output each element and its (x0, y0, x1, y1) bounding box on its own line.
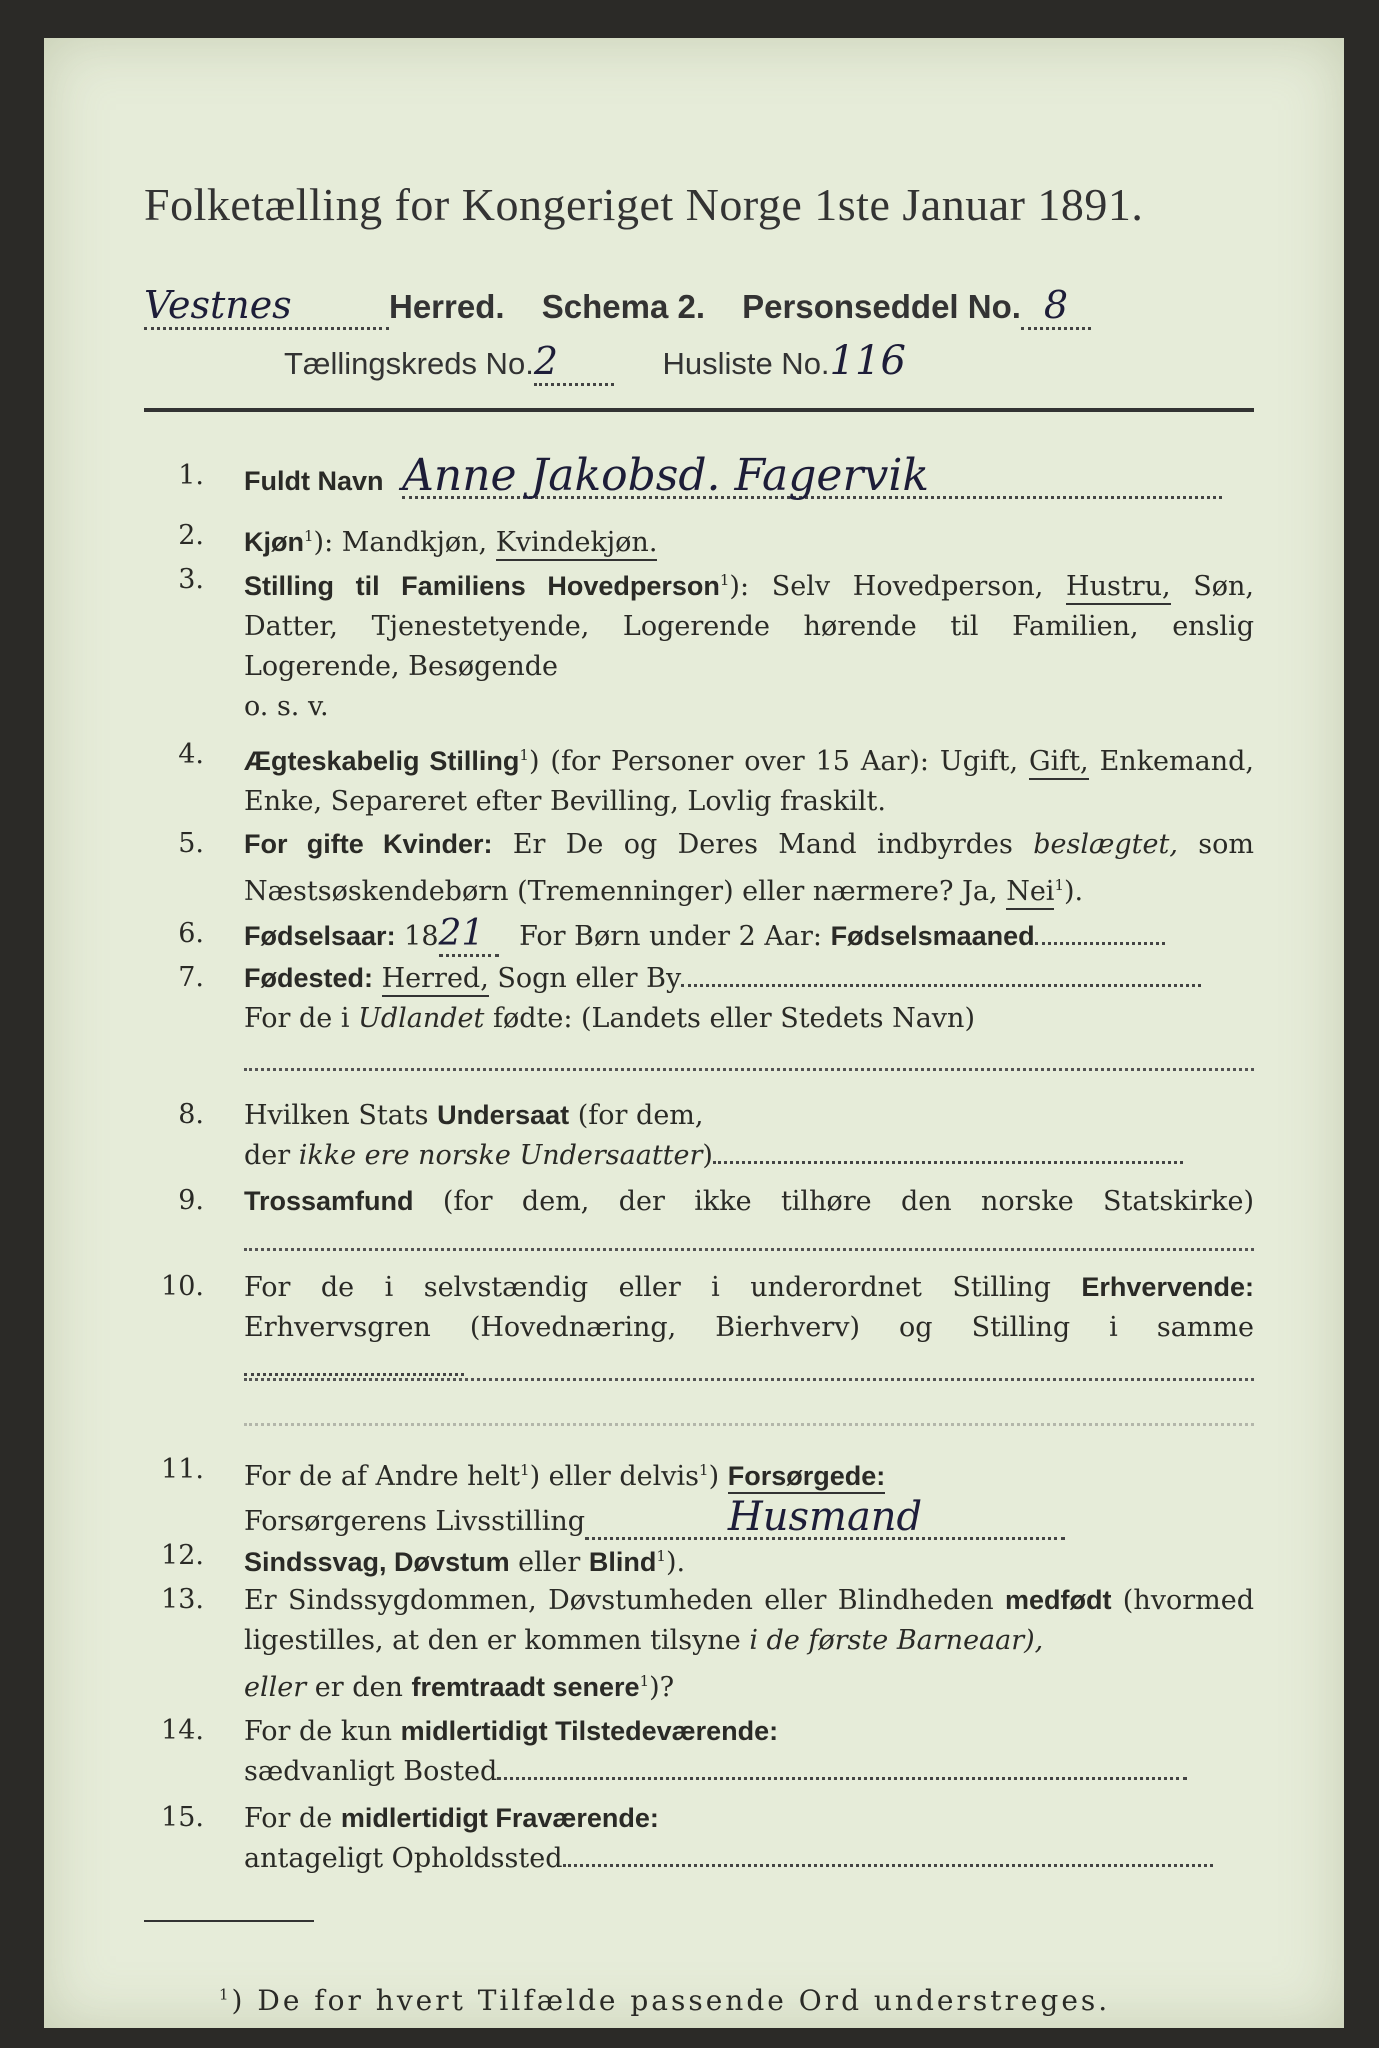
birthplace-answer-line (244, 1068, 1254, 1071)
header-line-2 (284, 338, 906, 386)
herred-value: Vestnes (144, 283, 389, 330)
census-form-sheet: Folketælling for Kongeriget Norge 1ste Januar 1891. Vestnes Herred. Schema 2. Personseddel No. 8 Tællingskreds No.2 Husliste No.116 1. Fuldt Navn Anne Jakobsd. Fagervik 2. Kjøn$^1$): Mandkjøn, Kvindekjøn. 3. Stilling til Familiens Hovedperson$^1$): Selv Hovedperson, Hustru, Søn, Datter, Tjenestetyende, Logerende hørende til Familien, enslig Logerende, Besøgende o. s. v. 4. Ægteskabelig Stilling$^1$) (for Personer over 15 Aar): Ugift, Gift, Enkemand, Enke, Separeret efter Bevilling, Lovlig fraskilt. 5. For gifte Kvinder: Er De og Deres Mand indbyrdes beslægtet, som Næstsøskendebørn (Tremenninger) eller nærmere? Ja, Nei$^1$). 6. Fødselsaar: 1821 For Børn under 2 Aar: Fødselsmaaned 7. Fødested: Herred, Sogn eller By For de i Udlandet fødte: (Landets eller Stedets Navn) 8. Hvilken Stats Undersaat (for dem, der ikke ere norske Undersaatter) 9. Trossamfund (for dem, der ikke tilhøre den norske Statskirke) 10. For de i selvstændig eller i underordnet Stilling Erhvervende: Erhvervsgren (Hovednæring, Bierhverv) og Stilling i samme 11. For de af Andre helt$^1$) eller delvis$^1$) Forsørgede: Forsørgerens Livsstilling Husmand 12. Sindssvag, Døvstum eller Blind$^1$). 13. Er Sindssygdommen, Døvstumheden eller Blindheden medfødt (hvormed ligestilles, at den er kommen tilsyne i de første Barneaar), eller er den fremtraadt senere$^1$)? 14. For de kun midlertidigt Tilstedeværende: sædvanligt Bosted 15. For de midlertidigt Fraværende: antageligt Opholdssted $^1$) De for hvert Tilfælde passende Ord understreges. (44, 38, 1344, 2028)
footnote: $^1$) De for hvert Tilfælde passende Ord understreges. (219, 1984, 1111, 2017)
herred-label: Herred. (389, 288, 505, 325)
occupation-answer-line-2 (244, 1423, 1254, 1426)
full-name-value: Anne Jakobsd. Fagervik (402, 456, 1222, 499)
husliste-label: Husliste No. (662, 346, 830, 381)
related-underlined-choice: Nei (1006, 876, 1054, 910)
schema-label: Schema 2. (541, 288, 705, 325)
header-divider (144, 408, 1254, 412)
birthplace-underlined-choice: Herred, (382, 963, 489, 997)
occupation-answer-line-1 (244, 1378, 1254, 1381)
family-position-underlined-choice: Hustru, (1066, 571, 1171, 605)
kreds-value: 2 (534, 339, 614, 386)
personseddel-value: 8 (1021, 283, 1091, 330)
sex-underlined-choice: Kvindekjøn. (496, 527, 658, 561)
header-line-1 (144, 283, 1254, 330)
marital-underlined-choice: Gift, (1029, 746, 1089, 780)
husliste-value: 116 (829, 338, 906, 384)
form-title: Folketælling for Kongeriget Norge 1ste Januar 1891. (144, 179, 1144, 230)
personseddel-label: Personseddel No. (742, 288, 1021, 325)
kreds-label: Tællingskreds No. (284, 346, 534, 381)
footnote-divider (144, 1920, 314, 1922)
religion-answer-line (244, 1248, 1254, 1251)
provider-occupation-value: Husmand (585, 1497, 1065, 1540)
birth-year-value: 21 (439, 914, 499, 957)
